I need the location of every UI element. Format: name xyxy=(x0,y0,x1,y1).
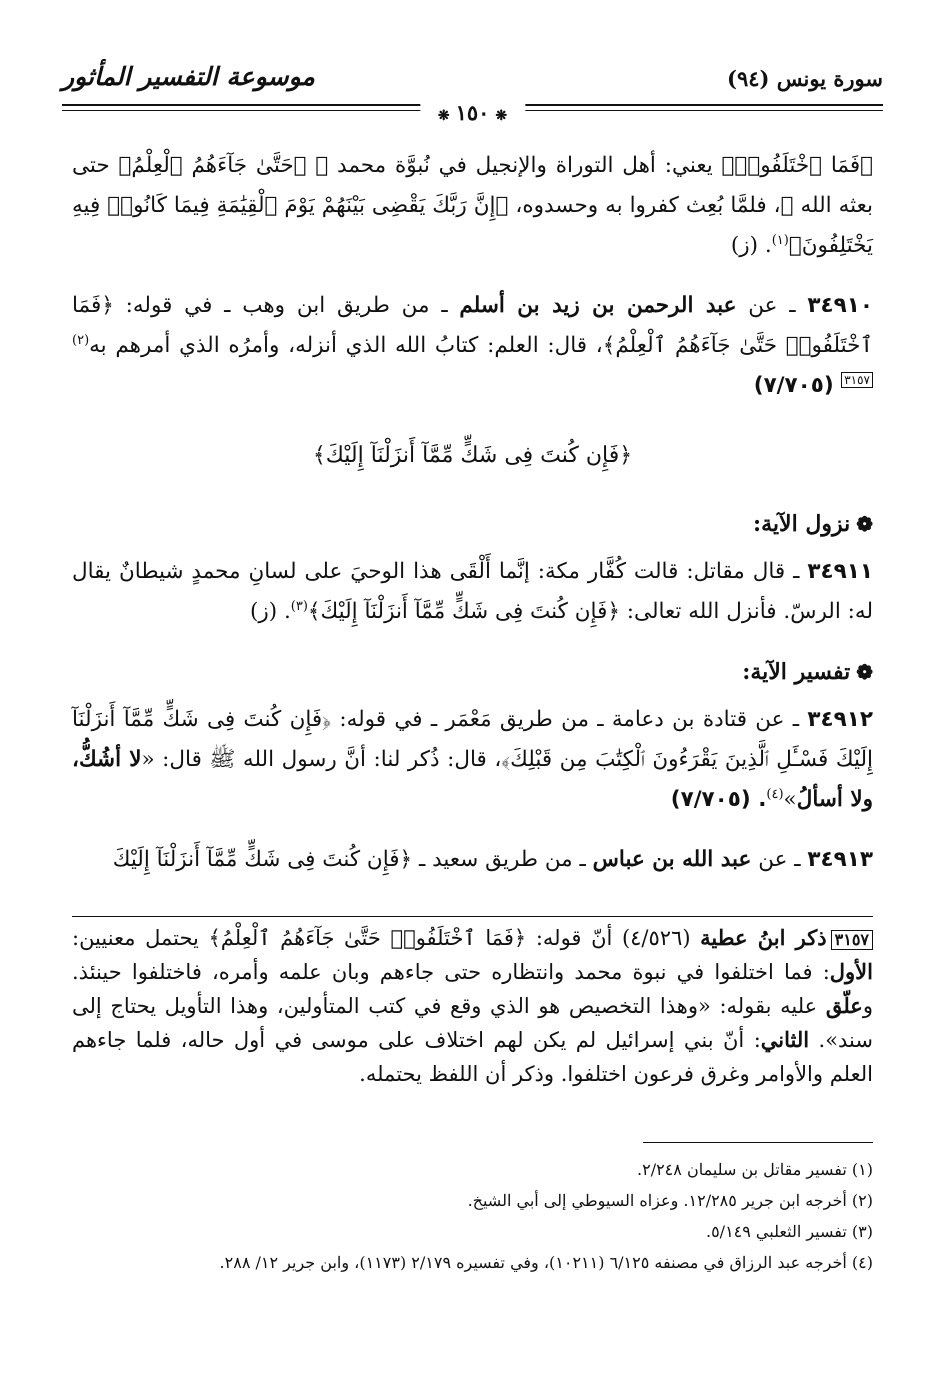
first-label: الأول xyxy=(829,959,873,984)
footnote-item: (٢) أخرجه ابن جرير ١٢/٢٨٥. وعزاه السيوطي إلى أبي الشيخ. xyxy=(467,1191,873,1210)
section-title: تفسير الآية: xyxy=(742,659,851,685)
ornament-icon: ❋ xyxy=(437,108,450,124)
page-header xyxy=(62,62,883,124)
footnote-item: (١) تفسير مقاتل بن سليمان ٢/٢٤٨. xyxy=(637,1160,873,1179)
volume-ref: (٧/٧٠٥) xyxy=(753,373,842,398)
footnote-ref: (٤) xyxy=(766,786,784,802)
entry-text: ـ عن قتادة بن دعامة ـ من طريق مَعْمَر ـ في قوله: ﴿فَإِن كُنتَ فِى شَكٍّ مِّمَّآ أَنزَلْنَآ إِلَيْكَ فَسْـَٔلِ ٱلَّذِينَ يَقْرَءُونَ ٱلْكِتَٰبَ مِن قَبْلِكَ﴾، قال: ذُكر لنا: أنَّ رسول الله ﷺ قال: « xyxy=(72,707,873,772)
entry-text: ـ من طريق سعيد ـ ﴿فَإِن كُنتَ فِى شَكٍّ مِّمَّآ أَنزَلْنَآ إِلَيْكَ xyxy=(112,847,593,872)
section-title: نزول الآية: xyxy=(753,511,851,537)
main-text xyxy=(72,146,873,900)
flower-icon: ❁ xyxy=(856,660,873,684)
entry-number: ٣٤٩١٠ xyxy=(807,293,873,318)
page-number-value: ١٥٠ xyxy=(455,100,490,125)
section-nuzul xyxy=(72,504,873,544)
footnote-divider xyxy=(643,1142,873,1143)
commentary-lead: ذكر ابنُ عطية xyxy=(700,925,827,950)
footnote-ref: (٢) xyxy=(72,332,90,348)
intro-tail: . (ز) xyxy=(730,233,772,258)
ornament-icon: ❋ xyxy=(495,108,508,124)
intro-paragraph xyxy=(72,146,873,266)
narrator-name: عبد الله بن عباس xyxy=(592,847,752,872)
entry-tail: . (ز) xyxy=(249,599,291,624)
entry-34912 xyxy=(72,700,873,820)
entry-34911 xyxy=(72,552,873,632)
footnote-item: (٤) أخرجه عبد الرزاق في مصنفه ٦/١٢٥ (١٠٢١١)، وفي تفسيره ٢/١٧٩ (١١٧٣)، وابن جرير ١٢/ ٢٨٨. xyxy=(219,1253,873,1272)
commentary-text: : أنّ بني إسرائيل لم يكن لهم اختلاف على موسى في أول حاله، فلما جاءهم العلم والأوامر وغرق فرعون اختلفوا. وذكر أن اللفظ يحتمله. xyxy=(72,1028,873,1086)
entry-number: ٣٤٩١١ xyxy=(807,559,873,584)
verse-heading: ﴿فَإِن كُنتَ فِى شَكٍّ مِّمَّآ أَنزَلْنَآ إِلَيْكَ﴾ xyxy=(312,443,633,468)
footnote-ref: (١) xyxy=(771,232,789,248)
commentary-number-box: ٣١٥٧ xyxy=(831,930,873,950)
volume-ref: . (٧/٧٠٥) xyxy=(670,787,767,812)
entry-text: ـ من طريق ابن وهب ـ في قوله: ﴿فَمَا ٱخْتَلَفُوا۟ حَتَّىٰ جَآءَهُمُ ٱلْعِلْمُ﴾، قال: العلم: كتابُ الله الذي أنزله، وأمرُه الذي أمرهم به xyxy=(72,293,873,358)
book-title: موسوعة التفسير المأثور xyxy=(62,62,315,91)
commentary-ref-box: ٣١٥٧ xyxy=(841,372,873,388)
comment-label: علّق xyxy=(825,993,863,1018)
commentary-text: عليه بقوله: «وهذا التخصيص هو الذي وقع في كتب المتأولين، وهذا التأويل يحتاج إلى سند». xyxy=(72,994,873,1052)
footnotes xyxy=(72,1156,873,1280)
entry-close: » xyxy=(783,787,797,812)
intro-text: ﴿فَمَا ٱخْتَلَفُوا۟﴾ يعني: أهل التوراة والإنجيل في نُبوَّة محمد ﷺ ﴿حَتَّىٰ جَآءَهُمُ ٱلْعِلْمُ﴾ حتى بعثه الله ﷻ، فلمَّا بُعِث كفروا به وحسدوه، ﴿إِنَّ رَبَّكَ يَقْضِى بَيْنَهُمْ يَوْمَ ٱلْقِيَٰمَةِ فِيمَا كَانُوا۟ فِيهِ يَخْتَلِفُونَ﴾ xyxy=(72,153,873,258)
narrator-name: عبد الرحمن بن زيد بن أسلم xyxy=(459,293,737,318)
hadith-quote: لا أشُكُّ، ولا أسألُ xyxy=(72,747,873,812)
section-tafsir xyxy=(72,652,873,692)
flower-icon: ❁ xyxy=(856,512,873,536)
page-number xyxy=(420,100,525,125)
entry-34913 xyxy=(72,840,873,880)
commentary-text: (٤/٥٢٦) أنّ قوله: ﴿فَمَا ٱخْتَلَفُوا۟ حَتَّىٰ جَآءَهُمُ ٱلْعِلْمُ﴾ يحتمل معنيين: xyxy=(72,926,701,950)
footnote-item: (٣) تفسير الثعلبي ٥/١٤٩. xyxy=(705,1222,873,1241)
entry-prefix: ـ عن xyxy=(736,293,808,318)
commentary-text: : فما اختلفوا في نبوة محمد وانتظاره حتى جاءهم وبان علمه وأمره، فاختلفوا حينئذ. و xyxy=(72,960,873,1018)
second-label: الثاني xyxy=(760,1027,810,1052)
entry-number: ٣٤٩١٢ xyxy=(807,707,873,732)
commentary-note xyxy=(72,916,873,1091)
footnote-ref: (٣) xyxy=(290,598,308,614)
entry-34910 xyxy=(72,286,873,406)
entry-text: ـ قال مقاتل: قالت كُفَّار مكة: إنَّما أَلْقَى هذا الوحيَ على لسانِ محمدٍ شيطانٌ يقال له: الرسّ. فأنزل الله تعالى: ﴿فَإِن كُنتَ فِى شَكٍّ مِّمَّآ أَنزَلْنَآ إِلَيْكَ﴾ xyxy=(72,559,873,624)
surah-title: سورة يونس (٩٤) xyxy=(727,66,883,91)
entry-prefix: ـ عن xyxy=(751,847,808,872)
entry-number: ٣٤٩١٣ xyxy=(807,847,873,872)
